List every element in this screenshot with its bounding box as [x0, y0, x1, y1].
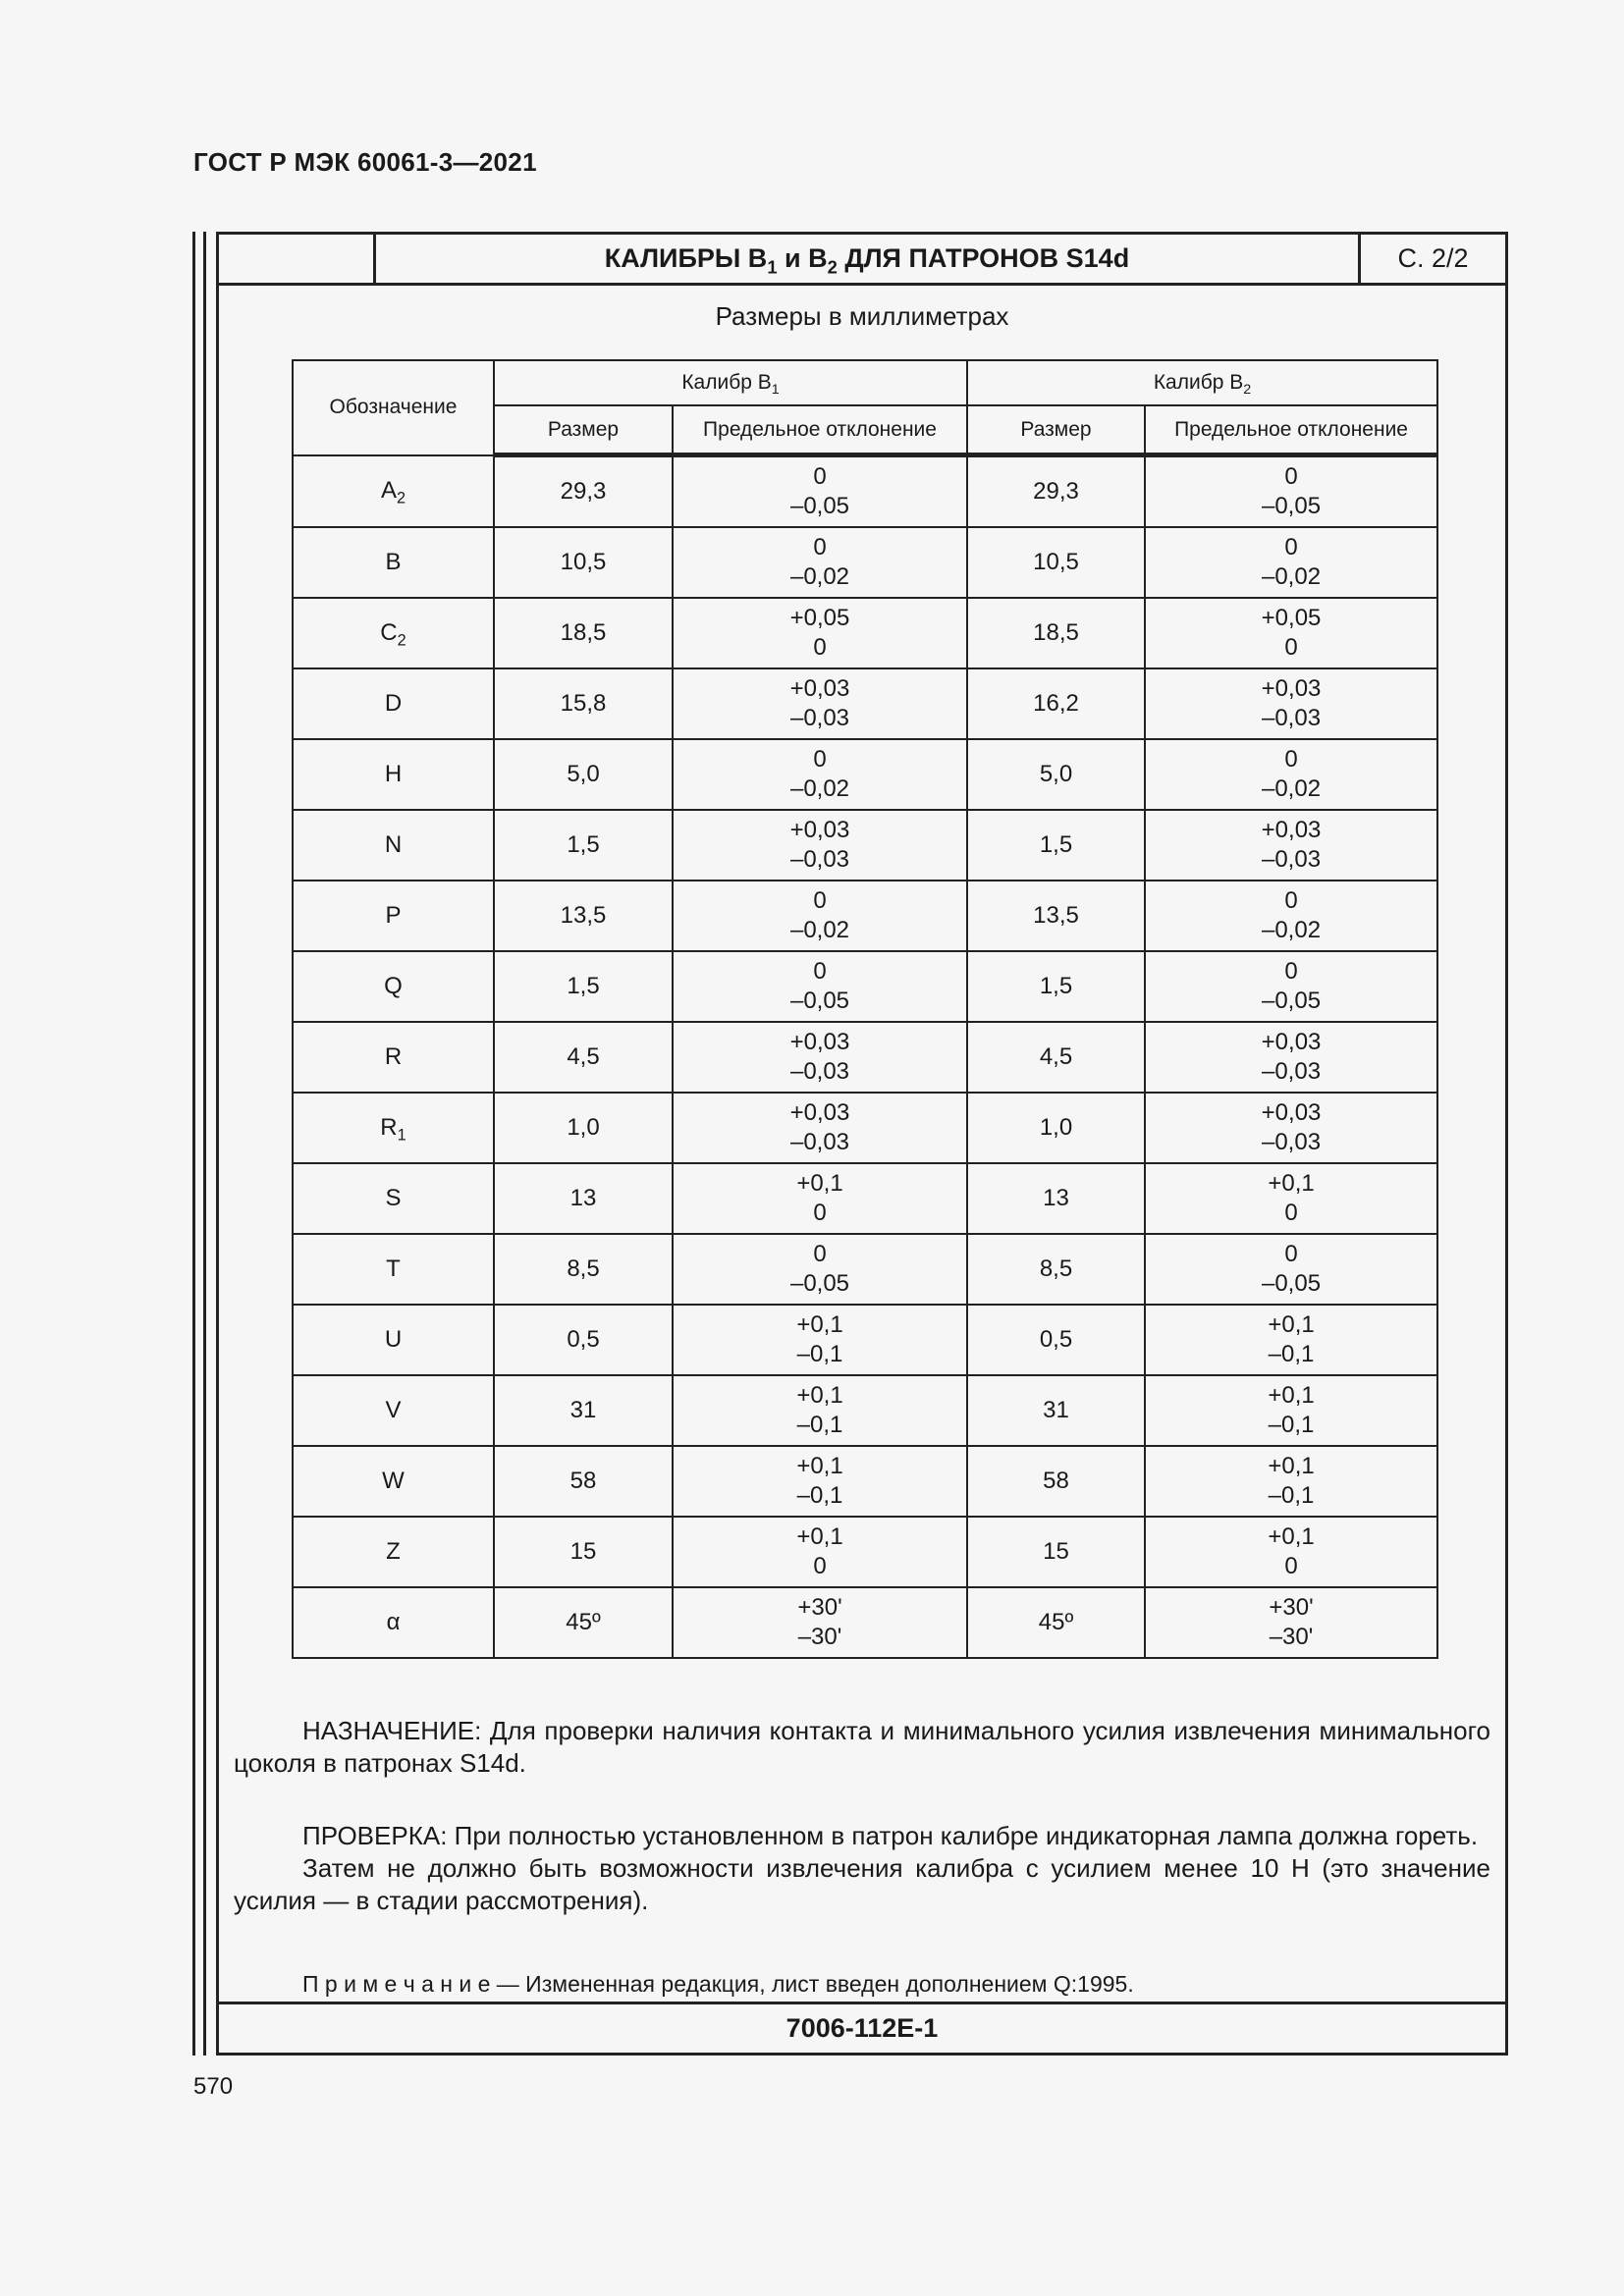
tolerance-upper: +0,1 — [796, 1382, 843, 1409]
b1-tolerance-cell — [673, 1234, 967, 1305]
table-row — [293, 1305, 1437, 1375]
designation-cell — [293, 527, 494, 598]
b1-size-cell: 8,5 — [494, 1234, 673, 1305]
tolerance-lower: –0,02 — [1261, 563, 1322, 590]
b2-tolerance-cell — [1145, 739, 1437, 810]
tolerance-upper: 0 — [813, 534, 827, 561]
col-header-tolerance: Предельное отклонение — [1145, 405, 1437, 455]
tolerance-upper: 0 — [813, 958, 827, 985]
group-label: Калибр B — [681, 371, 772, 394]
tolerance-lower: –0,05 — [789, 988, 850, 1014]
b1-tolerance-cell — [673, 1446, 967, 1517]
b2-tolerance-cell — [1145, 881, 1437, 951]
b1-tolerance-cell — [673, 1375, 967, 1446]
b1-size-cell: 10,5 — [494, 527, 673, 598]
tolerance-lower: –0,02 — [1261, 917, 1322, 943]
b2-tolerance-cell — [1145, 1305, 1437, 1375]
b2-size-cell: 1,0 — [967, 1093, 1145, 1163]
tolerance-upper: 0 — [813, 746, 827, 773]
table-row — [293, 1093, 1437, 1163]
designation: V — [385, 1397, 402, 1423]
table-row — [293, 598, 1437, 668]
tolerance-lower: –0,03 — [789, 705, 850, 731]
group-label: Калибр B — [1153, 371, 1244, 394]
note-label: П р и м е ч а н и е — [302, 1971, 491, 1997]
tolerance-upper: +0,03 — [789, 1099, 850, 1126]
tolerance-upper: +30' — [1269, 1594, 1314, 1621]
b2-tolerance-cell — [1145, 598, 1437, 668]
col-header-tolerance: Предельное отклонение — [673, 405, 967, 455]
sheet-footer: 7006-112E-1 — [219, 2002, 1505, 2053]
designation-cell — [293, 668, 494, 739]
col-header-size: Размер — [494, 405, 673, 455]
tolerance-lower: 0 — [1284, 634, 1298, 661]
table-row — [293, 739, 1437, 810]
sheet-number: С. 2/2 — [1397, 243, 1469, 273]
designation-cell — [293, 810, 494, 881]
b1-tolerance-cell — [673, 668, 967, 739]
b2-size-cell: 1,5 — [967, 951, 1145, 1022]
tolerance-upper: +0,1 — [1268, 1453, 1315, 1479]
page-number: 570 — [193, 2073, 234, 2100]
b1-tolerance-cell — [673, 810, 967, 881]
tolerance-upper: 0 — [1284, 746, 1298, 773]
purpose-text: НАЗНАЧЕНИЕ: Для проверки наличия контакта и минимального усилия извлечения минимального цоколя в патронах S14d. — [234, 1716, 1490, 1778]
tolerance-lower: –30' — [797, 1624, 842, 1650]
tolerance-upper: 0 — [1284, 887, 1298, 914]
then-text: Затем не должно быть возможности извлечения калибра с усилием менее 10 Н (это значение усилия — в стадии рассмотрения). — [234, 1853, 1490, 1915]
tolerance-upper: +0,1 — [1268, 1382, 1315, 1409]
b1-size-cell: 4,5 — [494, 1022, 673, 1093]
binding-line — [203, 232, 206, 2056]
b2-size-cell: 13 — [967, 1163, 1145, 1234]
designation: D — [384, 690, 403, 717]
tolerance-lower: 0 — [1284, 1200, 1298, 1226]
designation: P — [385, 902, 402, 929]
table-row — [293, 810, 1437, 881]
b1-size-cell: 18,5 — [494, 598, 673, 668]
tolerance-lower: –30' — [1269, 1624, 1314, 1650]
b2-size-cell: 15 — [967, 1517, 1145, 1587]
sheet-title — [376, 235, 1361, 283]
designation-cell — [293, 455, 494, 528]
b1-size-cell: 0,5 — [494, 1305, 673, 1375]
title-part: КАЛИБРЫ B — [604, 243, 768, 273]
designation: T — [386, 1255, 401, 1282]
b1-tolerance-cell — [673, 1517, 967, 1587]
designation: R — [384, 1043, 403, 1070]
b1-size-cell: 15 — [494, 1517, 673, 1587]
group-subscript: 1 — [771, 381, 780, 398]
designation-cell — [293, 1163, 494, 1234]
designation: N — [384, 831, 403, 858]
tolerance-upper: 0 — [1284, 958, 1298, 985]
table-row — [293, 881, 1437, 951]
b1-size-cell: 1,0 — [494, 1093, 673, 1163]
tolerance-upper: +0,03 — [789, 1029, 850, 1055]
tolerance-lower: –0,05 — [1261, 493, 1322, 519]
tolerance-lower: –0,05 — [789, 493, 850, 519]
tolerance-upper: +0,1 — [796, 1453, 843, 1479]
b2-size-cell: 0,5 — [967, 1305, 1145, 1375]
designation: Q — [384, 973, 403, 999]
b2-size-cell: 29,3 — [967, 455, 1145, 528]
b1-size-cell: 13,5 — [494, 881, 673, 951]
b1-tolerance-cell — [673, 951, 967, 1022]
b1-size-cell: 31 — [494, 1375, 673, 1446]
designation-cell — [293, 1305, 494, 1375]
tolerance-upper: +0,1 — [1268, 1170, 1315, 1197]
tolerance-lower: 0 — [813, 634, 827, 661]
b1-tolerance-cell — [673, 1163, 967, 1234]
binding-line — [192, 232, 195, 2056]
b2-tolerance-cell — [1145, 810, 1437, 881]
title-part: ДЛЯ ПАТРОНОВ S14d — [837, 243, 1130, 273]
tolerance-lower: –0,02 — [789, 775, 850, 802]
designation: R — [380, 1114, 398, 1141]
tolerance-upper: +0,05 — [789, 605, 850, 631]
designation-cell — [293, 881, 494, 951]
b1-tolerance-cell — [673, 1305, 967, 1375]
b1-tolerance-cell — [673, 455, 967, 528]
table-row — [293, 527, 1437, 598]
designation-subscript: 1 — [397, 1126, 406, 1145]
tolerance-lower: –0,03 — [1261, 1129, 1322, 1155]
col-group-gauge-b1 — [494, 360, 967, 405]
tolerance-upper: 0 — [1284, 1241, 1298, 1267]
designation: Z — [386, 1538, 401, 1565]
designation: A — [380, 477, 397, 505]
b1-size-cell: 1,5 — [494, 810, 673, 881]
b1-tolerance-cell — [673, 1022, 967, 1093]
designation-cell — [293, 739, 494, 810]
b2-size-cell: 16,2 — [967, 668, 1145, 739]
b2-size-cell: 5,0 — [967, 739, 1145, 810]
tolerance-lower: –0,03 — [1261, 705, 1322, 731]
group-subscript: 2 — [1243, 381, 1252, 398]
tolerance-lower: 0 — [1284, 1553, 1298, 1579]
units-caption: Размеры в миллиметрах — [715, 301, 1009, 331]
designation: U — [384, 1326, 403, 1353]
b1-size-cell: 5,0 — [494, 739, 673, 810]
b1-tolerance-cell — [673, 1587, 967, 1658]
tolerance-upper: 0 — [1284, 534, 1298, 561]
tolerance-lower: –0,02 — [789, 563, 850, 590]
tolerance-lower: –0,03 — [1261, 1058, 1322, 1085]
tolerance-lower: –0,1 — [796, 1412, 843, 1438]
tolerance-upper: +0,1 — [796, 1170, 843, 1197]
designation-cell — [293, 1022, 494, 1093]
b2-tolerance-cell — [1145, 1587, 1437, 1658]
table-row — [293, 951, 1437, 1022]
b2-size-cell: 4,5 — [967, 1022, 1145, 1093]
b2-size-cell: 10,5 — [967, 527, 1145, 598]
designation: H — [384, 761, 403, 787]
tolerance-upper: 0 — [813, 463, 827, 490]
b2-tolerance-cell — [1145, 1093, 1437, 1163]
b2-size-cell: 13,5 — [967, 881, 1145, 951]
designation-cell — [293, 1446, 494, 1517]
designation: S — [385, 1185, 402, 1211]
sheet-frame — [216, 232, 1508, 2056]
tolerance-upper: 0 — [813, 887, 827, 914]
tolerance-upper: +0,03 — [789, 817, 850, 843]
designation-cell — [293, 1093, 494, 1163]
tolerance-lower: 0 — [813, 1553, 827, 1579]
b2-tolerance-cell — [1145, 1517, 1437, 1587]
tolerance-upper: +30' — [797, 1594, 842, 1621]
sheet-header — [219, 235, 1505, 286]
tolerance-lower: –0,02 — [789, 917, 850, 943]
tolerance-lower: –0,1 — [796, 1482, 843, 1509]
tolerance-lower: –0,05 — [1261, 988, 1322, 1014]
designation-cell — [293, 1234, 494, 1305]
tolerance-upper: +0,1 — [1268, 1311, 1315, 1338]
tolerance-lower: –0,1 — [1268, 1482, 1315, 1509]
tolerance-lower: –0,1 — [1268, 1341, 1315, 1367]
check-text: ПРОВЕРКА: При полностью установленном в патрон калибре индикаторная лампа должна гореть. — [302, 1821, 1479, 1850]
tolerance-upper: 0 — [813, 1241, 827, 1267]
b2-tolerance-cell — [1145, 1022, 1437, 1093]
tolerance-lower: –0,03 — [789, 846, 850, 873]
designation-subscript: 2 — [397, 631, 406, 650]
col-header-designation: Обозначение — [293, 360, 494, 455]
designation: α — [386, 1609, 401, 1635]
b2-size-cell: 45º — [967, 1587, 1145, 1658]
b2-tolerance-cell — [1145, 527, 1437, 598]
table-row — [293, 1234, 1437, 1305]
title-subscript: 2 — [827, 256, 838, 278]
b2-tolerance-cell — [1145, 1234, 1437, 1305]
check-paragraphs — [234, 1820, 1490, 1917]
b1-tolerance-cell — [673, 739, 967, 810]
tolerance-lower: –0,05 — [1261, 1270, 1322, 1297]
b2-size-cell: 18,5 — [967, 598, 1145, 668]
b1-size-cell: 45º — [494, 1587, 673, 1658]
table-row — [293, 1022, 1437, 1093]
designation-subscript: 2 — [396, 489, 406, 507]
tolerance-upper: +0,05 — [1261, 605, 1322, 631]
tolerance-upper: +0,1 — [796, 1523, 843, 1550]
tolerance-upper: +0,03 — [1261, 817, 1322, 843]
table-row — [293, 1446, 1437, 1517]
tolerance-upper: +0,03 — [1261, 1099, 1322, 1126]
tolerance-lower: –0,1 — [796, 1341, 843, 1367]
b1-tolerance-cell — [673, 1093, 967, 1163]
table-row — [293, 1163, 1437, 1234]
tolerance-upper: +0,03 — [1261, 675, 1322, 702]
b2-tolerance-cell — [1145, 668, 1437, 739]
b1-size-cell: 29,3 — [494, 455, 673, 528]
b2-size-cell: 58 — [967, 1446, 1145, 1517]
b1-size-cell: 13 — [494, 1163, 673, 1234]
title-part: и B — [777, 243, 828, 273]
designation: C — [380, 619, 398, 646]
table-row — [293, 1375, 1437, 1446]
b2-size-cell: 31 — [967, 1375, 1145, 1446]
table-row — [293, 668, 1437, 739]
b2-size-cell: 8,5 — [967, 1234, 1145, 1305]
note-text: — Измененная редакция, лист введен дополнением Q:1995. — [490, 1971, 1134, 1997]
tolerance-upper: +0,03 — [789, 675, 850, 702]
b2-size-cell: 1,5 — [967, 810, 1145, 881]
tolerance-lower: –0,03 — [789, 1058, 850, 1085]
table-row — [293, 455, 1437, 528]
designation: W — [382, 1468, 405, 1494]
tolerance-lower: –0,03 — [789, 1129, 850, 1155]
b2-tolerance-cell — [1145, 455, 1437, 528]
b1-tolerance-cell — [673, 527, 967, 598]
b2-tolerance-cell — [1145, 951, 1437, 1022]
tolerance-upper: +0,1 — [796, 1311, 843, 1338]
tolerance-lower: –0,02 — [1261, 775, 1322, 802]
document-id: ГОСТ Р МЭК 60061-3—2021 — [193, 147, 537, 177]
b1-tolerance-cell — [673, 881, 967, 951]
tolerance-upper: +0,03 — [1261, 1029, 1322, 1055]
purpose-paragraph — [234, 1715, 1490, 1780]
col-header-size: Размер — [967, 405, 1145, 455]
b1-size-cell: 1,5 — [494, 951, 673, 1022]
designation-cell — [293, 598, 494, 668]
designation-cell — [293, 1517, 494, 1587]
designation-cell — [293, 951, 494, 1022]
designation-cell — [293, 1587, 494, 1658]
tolerance-lower: –0,1 — [1268, 1412, 1315, 1438]
designation-cell — [293, 1375, 494, 1446]
tolerance-lower: –0,03 — [1261, 846, 1322, 873]
tolerance-upper: 0 — [1284, 463, 1298, 490]
table-row — [293, 1517, 1437, 1587]
header-blank-cell — [219, 235, 376, 283]
b2-tolerance-cell — [1145, 1163, 1437, 1234]
dimensions-table — [292, 359, 1438, 1659]
b1-size-cell: 58 — [494, 1446, 673, 1517]
b1-tolerance-cell — [673, 598, 967, 668]
b1-size-cell: 15,8 — [494, 668, 673, 739]
col-group-gauge-b2 — [967, 360, 1437, 405]
tolerance-lower: –0,05 — [789, 1270, 850, 1297]
table-row — [293, 1587, 1437, 1658]
note — [234, 1968, 1490, 2001]
b2-tolerance-cell — [1145, 1375, 1437, 1446]
b2-tolerance-cell — [1145, 1446, 1437, 1517]
title-subscript: 1 — [767, 256, 778, 278]
designation: B — [385, 549, 402, 575]
tolerance-upper: +0,1 — [1268, 1523, 1315, 1550]
tolerance-lower: 0 — [813, 1200, 827, 1226]
